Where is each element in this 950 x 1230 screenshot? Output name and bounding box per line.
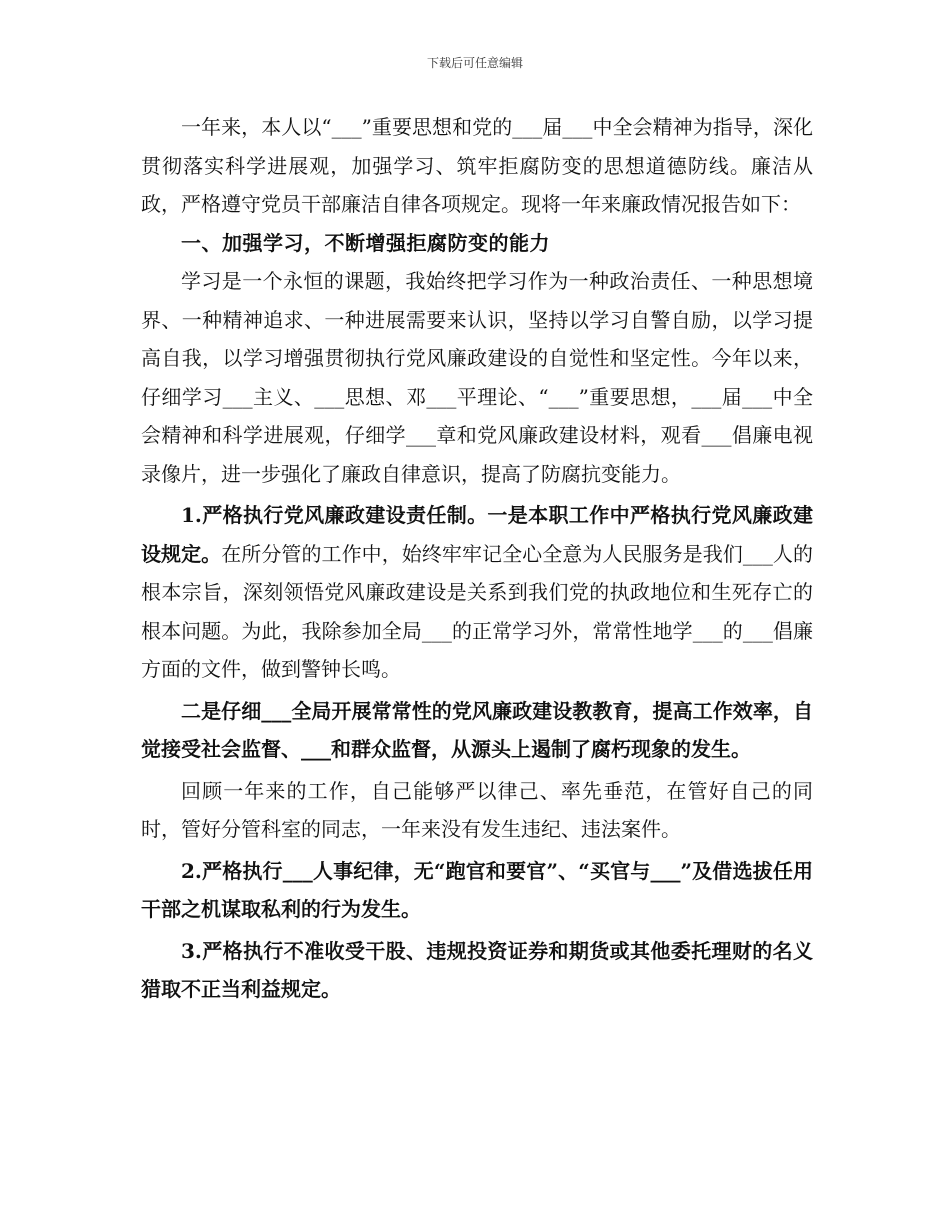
item-1-second-point: 二是仔细___全局开展常常性的党风廉政建设教教育，提高工作效率，自觉接受社会监督、___和群众监督，从源头上遏制了腐朽现象的发生。 [141,698,813,761]
item-1-paragraph [141,496,813,689]
item-1-bold-lead: 1.严格执行党风廉政建设责任制。一是本职工作中严格执行党风廉政建设规定。 [141,503,813,566]
item-1-body: 在所分管的工作中，始终牢牢记全心全意为人民服务是我们___人的根本宗旨，深刻领悟党风廉政建设是关系到我们党的执政地位和生死存亡的根本问题。为此，我除参加全局___的正常学习外，常常性地学___的___倡廉方面的文件，做到警钟长鸣。 [141,541,813,681]
study-paragraph: 学习是一个永恒的课题，我始终把学习作为一种政治责任、一种思想境界、一种精神追求、一种进展需要来认识，坚持以学习自警自励，以学习提高自我，以学习增强贯彻执行党风廉政建设的自觉性和坚定性。今年以来，仔细学习___主义、___思想、邓___平理论、“___”重要思想，___届___中全会精神和科学进展观，仔细学___章和党风廉政建设材料，观看___倡廉电视录像片，进一步强化了廉政自律意识，提高了防腐抗变能力。 [141,269,813,486]
section-heading-1: 一、加强学习，不断增强拒腐防变的能力 [181,230,550,255]
document-body [141,108,813,1009]
intro-paragraph: 一年来，本人以“___”重要思想和党的___届___中全会精神为指导，深化贯彻落实科学进展观，加强学习、筑牢拒腐防变的思想道德防线。廉洁从政，严格遵守党员干部廉洁自律各项规定。现将一年来廉政情况报告如下： [141,115,813,216]
page-header: 下载后可任意编辑 [426,56,523,70]
review-paragraph: 回顾一年来的工作，自己能够严以律己、率先垂范，在管好自己的同时，管好分管科室的同志，一年来没有发生违纪、违法案件。 [141,778,813,841]
item-2-paragraph: 2.严格执行___人事纪律，无“跑官和要官”、“买官与___”及借选拔任用干部之机谋取私利的行为发生。 [141,858,813,921]
item-3-paragraph: 3.严格执行不准收受干股、违规投资证券和期货或其他委托理财的名义猎取不正当利益规定。 [141,938,813,1001]
